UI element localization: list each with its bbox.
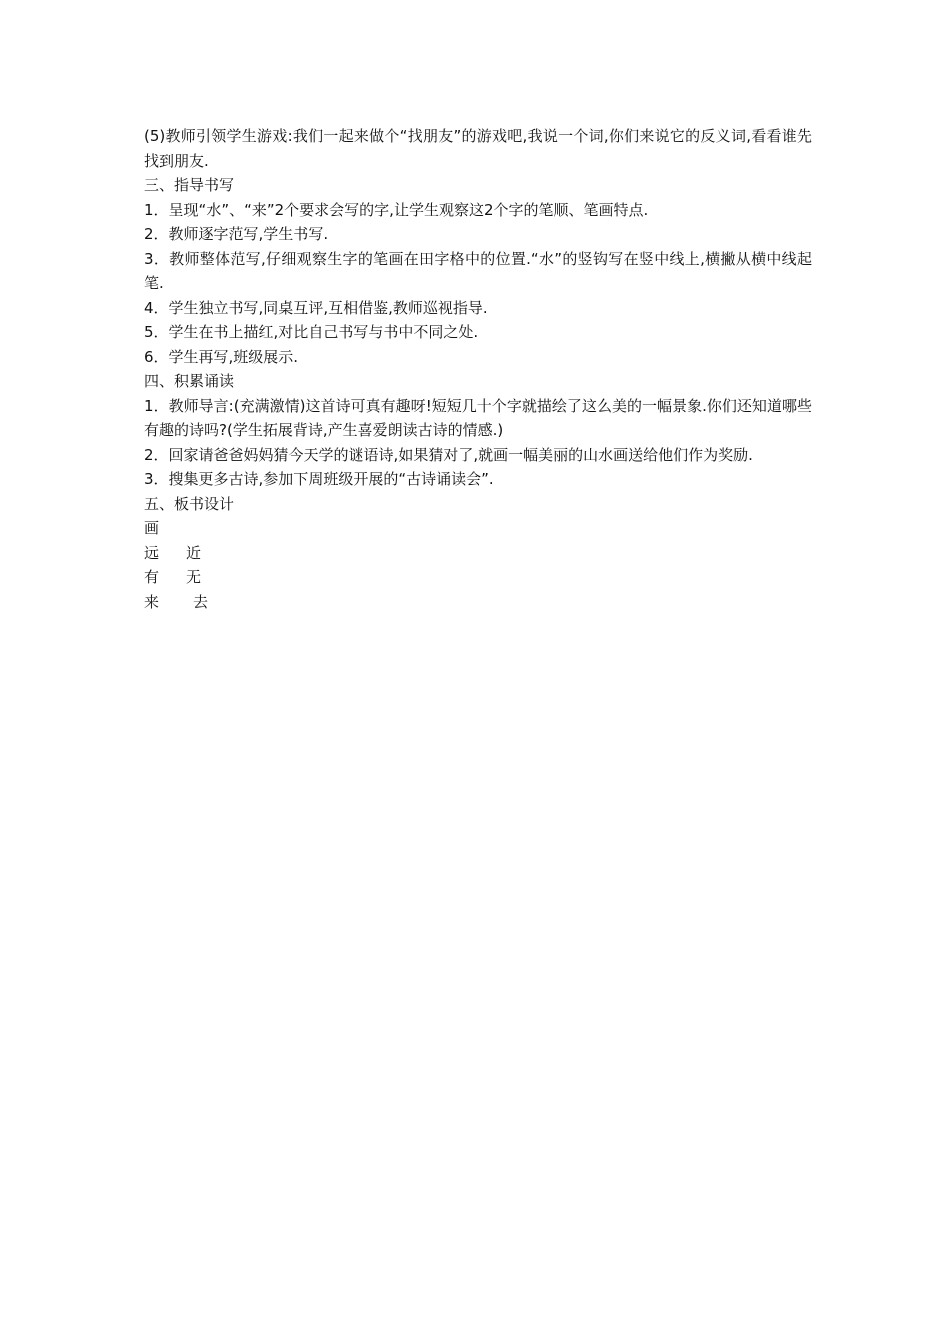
list-item: 2．回家请爸爸妈妈猜今天学的谜语诗,如果猜对了,就画一幅美丽的山水画送给他们作为奖励.	[144, 445, 753, 464]
list-item: 1．呈现“水”、“来”2个要求会写的字,让学生观察这2个字的笔顺、笔画特点.	[144, 200, 649, 219]
board-word: 来	[144, 592, 160, 611]
board-word: 无	[186, 568, 202, 586]
list-item: 5．学生在书上描红,对比自己书写与书中不同之处.	[144, 323, 479, 341]
list-item: 3．搜集更多古诗,参加下周班级开展的“古诗诵读会”.	[144, 470, 494, 488]
section-heading-board: 五、板书设计	[144, 494, 235, 513]
section-heading-reading: 四、积累诵读	[144, 372, 235, 390]
board-title: 画	[144, 519, 160, 537]
board-word: 远	[144, 543, 160, 562]
board-design	[144, 516, 812, 614]
board-word: 近	[186, 543, 202, 562]
list-item: 6．学生再写,班级展示.	[144, 347, 299, 366]
list-item: 4．学生独立书写,同桌互评,互相借鉴,教师巡视指导.	[144, 298, 488, 317]
list-item: 1．教师导言:(充满激情)这首诗可真有趣呀!短短几十个字就描绘了这么美的一幅景象.你们还知道哪些有趣的诗吗?(学生拓展背诗,产生喜爱朗读古诗的情感.)	[144, 396, 812, 439]
document-body	[144, 124, 812, 614]
board-row	[144, 590, 812, 615]
board-row	[144, 565, 812, 590]
board-row	[144, 541, 812, 566]
list-item: 3．教师整体范写,仔细观察生字的笔画在田字格中的位置.“水”的竖钩写在竖中线上,横撇从横中线起笔.	[144, 249, 812, 292]
section-heading-writing: 三、指导书写	[144, 176, 235, 194]
paragraph-game: (5)教师引领学生游戏:我们一起来做个“找朋友”的游戏吧,我说一个词,你们来说它的反义词,看看谁先找到朋友.	[144, 127, 812, 170]
list-item: 2．教师逐字范写,学生书写.	[144, 225, 329, 243]
board-word: 去	[193, 592, 209, 611]
board-word: 有	[144, 568, 160, 586]
